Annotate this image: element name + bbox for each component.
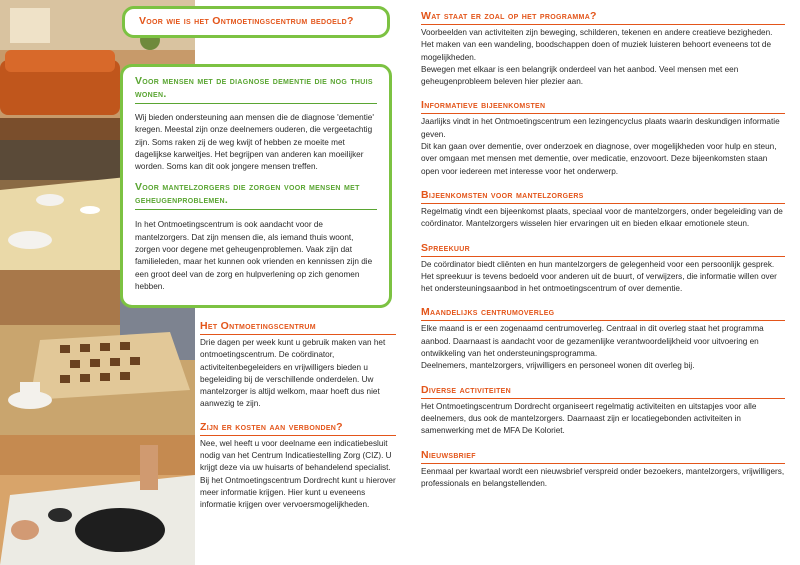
dementia-text: Wij bieden ondersteuning aan mensen die de diagnose 'dementie' kregen. Meestal zijn onze deelnemers ouderen, die vergeetachtig zijn. Soms raken zij de weg kwijt of hebben ze moeite met dagelijkse karweitjes. Het begrijpen van anderen kan moeilijker worden. Soms kan dit ook jongere mensen treffen. <box>135 113 374 172</box>
section-paragraph: Jaarlijks vindt in het Ontmoetingscentrum een lezingencyclus plaats waarin deskundigen informatie geven. <box>421 117 780 139</box>
section-paragraph: Voorbeelden van activiteiten zijn beweging, schilderen, tekenen en andere creatieve bezigheden. Het maken van een wandeling, boodschappen doen of muziek luisteren behoort eveneens tot de mogelijkheden. <box>421 28 773 62</box>
section-heading: Zijn er kosten aan verbonden? <box>200 421 396 436</box>
caregivers-heading: Voor mantelzorgers die zorgen voor mensen met geheugenproblemen. <box>135 181 377 210</box>
photo-painting-activity <box>0 435 195 565</box>
section-heading: Diverse activiteiten <box>421 384 785 399</box>
section-heading: Spreekuur <box>421 242 785 257</box>
section-bijeenkomsten-mantelzorgers <box>421 189 785 231</box>
dementia-heading: Voor mensen met de diagnose dementie die nog thuis wonen. <box>135 75 377 104</box>
section-heading: Maandelijks centrumoverleg <box>421 306 785 321</box>
section-paragraph: Deelnemers, mantelzorgers, vrijwilligers en personeel wonen dit overleg bij. <box>421 361 695 371</box>
section-heading: Nieuwsbrief <box>421 449 785 464</box>
section-heading: Bijeenkomsten voor mantelzorgers <box>421 189 785 204</box>
dementia-box <box>120 64 392 308</box>
section-paragraph: Elke maand is er een zogenaamd centrumoverleg. Centraal in dit overleg staat het programma aanbod. Daarnaast is aandacht voor de gezamenlijke verantwoordelijkheid voor uitvoering en ontwikkeling van het ondersteuningsprogramma. <box>421 324 764 359</box>
section-heading: Het Ontmoetingscentrum <box>200 320 396 335</box>
section-spreekuur <box>421 242 785 296</box>
section-nieuwsbrief <box>421 449 785 491</box>
section-kosten <box>200 421 396 512</box>
right-column <box>421 10 785 490</box>
section-informatieve-bijeenkomsten <box>421 99 785 177</box>
section-paragraph: Bewegen met elkaar is een belangrijk onderdeel van het aanbod. Veel mensen met een geheugenprobleem beleven hier plezier aan. <box>421 64 739 87</box>
header-box <box>122 6 390 38</box>
section-paragraph: Regelmatig vindt een bijeenkomst plaats, speciaal voor de mantelzorgers, onder begeleiding van de coördinator. Mantelzorgers wisselen hier ervaringen uit en bieden elkaar emotionele steun. <box>421 206 783 229</box>
section-programma <box>421 10 785 88</box>
section-text: Drie dagen per week kunt u gebruik maken van het ontmoetingscentrum. De coördinator, activiteitenbegeleiders en vrijwilligers bieden u begeleiding bij de verschillende onderdelen. Uw mantelzorger is altijd welkom, maar hoeft dus niet aanwezig te zijn. <box>200 338 386 409</box>
caregivers-text: In het Ontmoetingscentrum is ook aandacht voor de mantelzorgers. Dat zijn mensen die, als iemand thuis woont, zorgen voor degene met geheugenproblemen. Vaak zijn dat familieleden, maar het kunnen ook vrienden en kennissen zijn die een groot deel van de zorg en hulpverlening op zich genomen hebben. <box>135 220 373 291</box>
middle-column <box>200 320 396 512</box>
section-paragraph: De coördinator biedt cliënten en hun mantelzorgers de gelegenheid voor een persoonlijk gesprek. Het spreekuur is tevens bedoeld voor anderen uit de buurt, of verwijzers, die informatie willen over het ondersteuningsaanbod in het ontmoetingscentrum of over dementie. <box>421 259 777 294</box>
section-paragraph: Dit kan gaan over dementie, over onderzoek en diagnose, over mogelijkheden voor hulp en steun, over omgaan met mensen met dementie, over medicatie, enzovoort. Deze bijeenkomsten staan open voor iedereen met interesse voor het onderwerp. <box>421 142 777 176</box>
section-diverse-activiteiten <box>421 384 785 438</box>
section-paragraph: Eenmaal per kwartaal wordt een nieuwsbrief verspreid onder bezoekers, mantelzorgers, vrijwilligers, professionals en belangstellenden. <box>421 466 785 488</box>
section-heading: Wat staat er zoal op het programma? <box>421 10 785 25</box>
section-centrumoverleg <box>421 306 785 372</box>
section-heading: Informatieve bijeenkomsten <box>421 99 785 114</box>
section-paragraph: Het Ontmoetingscentrum Dordrecht organiseert regelmatig activiteiten en uitstapjes voor alle deelnemers, dus ook de mantelzorgers. Daarnaast zijn er locatiegebonden activiteiten in samenwerking met de MFA De Koloriet. <box>421 401 757 436</box>
section-ontmoetingscentrum <box>200 320 396 411</box>
header-title: Voor wie is het Ontmoetingscentrum bedoeld? <box>139 15 354 27</box>
section-text: Nee, wel heeft u voor deelname een indicatiebesluit nodig van het Centrum Indicatiestelling Zorg (CIZ). U krijgt deze via uw huisarts of behandelend specialist. Bij het Ontmoetingscentrum Dordrecht kunt u hierover meer informatie krijgen. Hier kunt u eveneens informatie krijgen over vervoersmogelijkheden. <box>200 438 396 510</box>
